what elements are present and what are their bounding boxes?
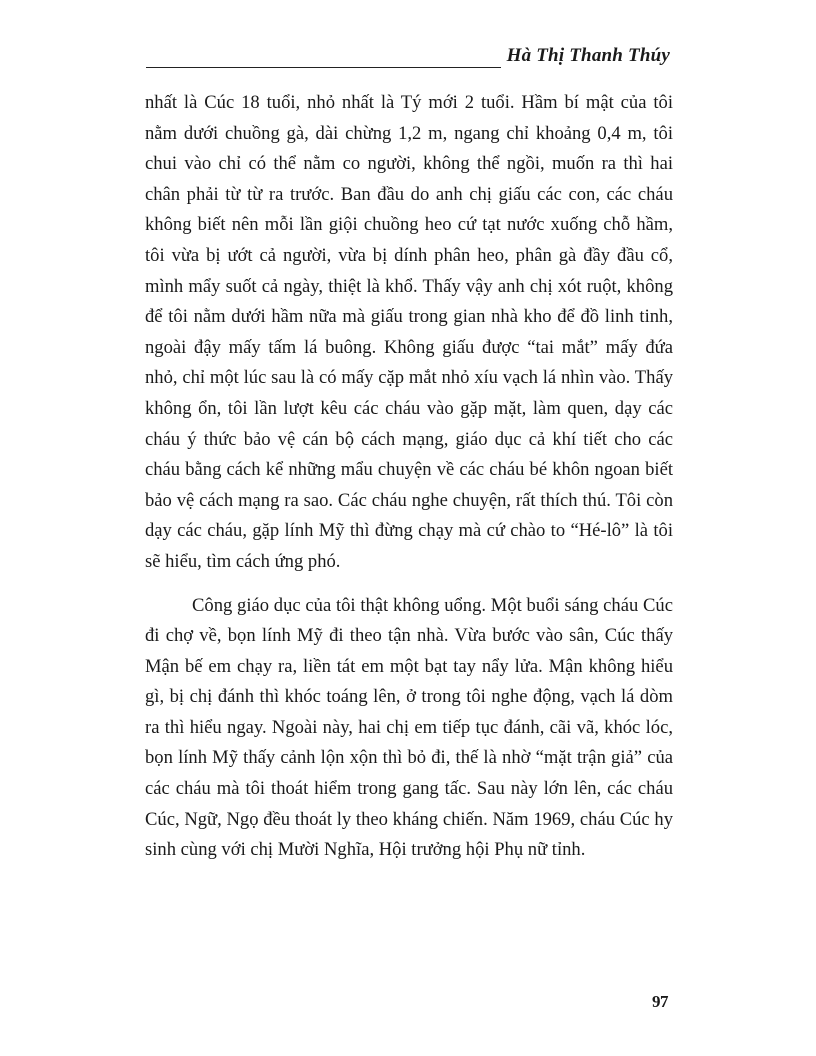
paragraph-continued: nhất là Cúc 18 tuổi, nhỏ nhất là Tý mới 2 tuổi. Hầm bí mật của tôi nằm dưới chuồng gà, dài chừng 1,2 m, ngang chỉ khoảng 0,4 m, tôi chui vào chỉ có thể nằm co người, không thể ngồi, muốn ra thì hai chân phải từ từ ra trước. Ban đầu do anh chị giấu các con, các cháu không biết nên mỗi lần giội chuồng heo cứ tạt nước xuống chỗ hầm, tôi vừa bị ướt cả người, vừa bị dính phân heo, phân gà đầy đầu cổ, mình mẩy suốt cả ngày, thiệt là khổ. Thấy vậy anh chị xót ruột, không để tôi nằm dưới hầm nữa mà giấu trong gian nhà kho để đồ linh tinh, ngoài đậy mấy tấm lá buông. Không giấu được “tai mắt” mấy đứa nhỏ, chỉ một lúc sau là có mấy cặp mắt nhỏ xíu vạch lá nhìn vào. Thấy không ổn, tôi lần lượt kêu các cháu vào gặp mặt, làm quen, dạy các cháu ý thức bảo vệ cán bộ cách mạng, giáo dục cả khí tiết cho các cháu bằng cách kể những mẩu chuyện về các cháu bé khôn ngoan biết bảo vệ cách mạng ra sao. Các cháu nghe chuyện, rất thích thú. Tôi còn dạy các cháu, gặp lính Mỹ thì đừng chạy mà cứ chào to “Hé-lô” là tôi sẽ hiểu, tìm cách ứng phó. — [145, 92, 673, 572]
page-number: 97 — [652, 992, 668, 1011]
paragraph: Công giáo dục của tôi thật không uổng. Một buổi sáng cháu Cúc đi chợ về, bọn lính Mỹ đi theo tận nhà. Vừa bước vào sân, Cúc thấy Mận bế em chạy ra, liền tát em một bạt tay nẩy lửa. Mận không hiểu gì, bị chị đánh thì khóc toáng lên, ở trong tôi nghe động, vạch lá dòm ra thì hiểu ngay. Ngoài này, hai chị em tiếp tục đánh, cãi vã, khóc lóc, bọn lính Mỹ thấy cảnh lộn xộn thì bỏ đi, thế là nhờ “mặt trận giả” của các cháu mà tôi thoát hiểm trong gang tấc. Sau này lớn lên, các cháu Cúc, Ngữ, Ngọ đều thoát ly theo kháng chiến. Năm 1969, cháu Cúc hy sinh cùng với chị Mười Nghĩa, Hội trưởng hội Phụ nữ tỉnh. — [145, 594, 673, 861]
running-header — [146, 44, 670, 70]
running-title: Hà Thị Thanh Thúy — [501, 44, 670, 68]
body-text — [145, 88, 673, 866]
